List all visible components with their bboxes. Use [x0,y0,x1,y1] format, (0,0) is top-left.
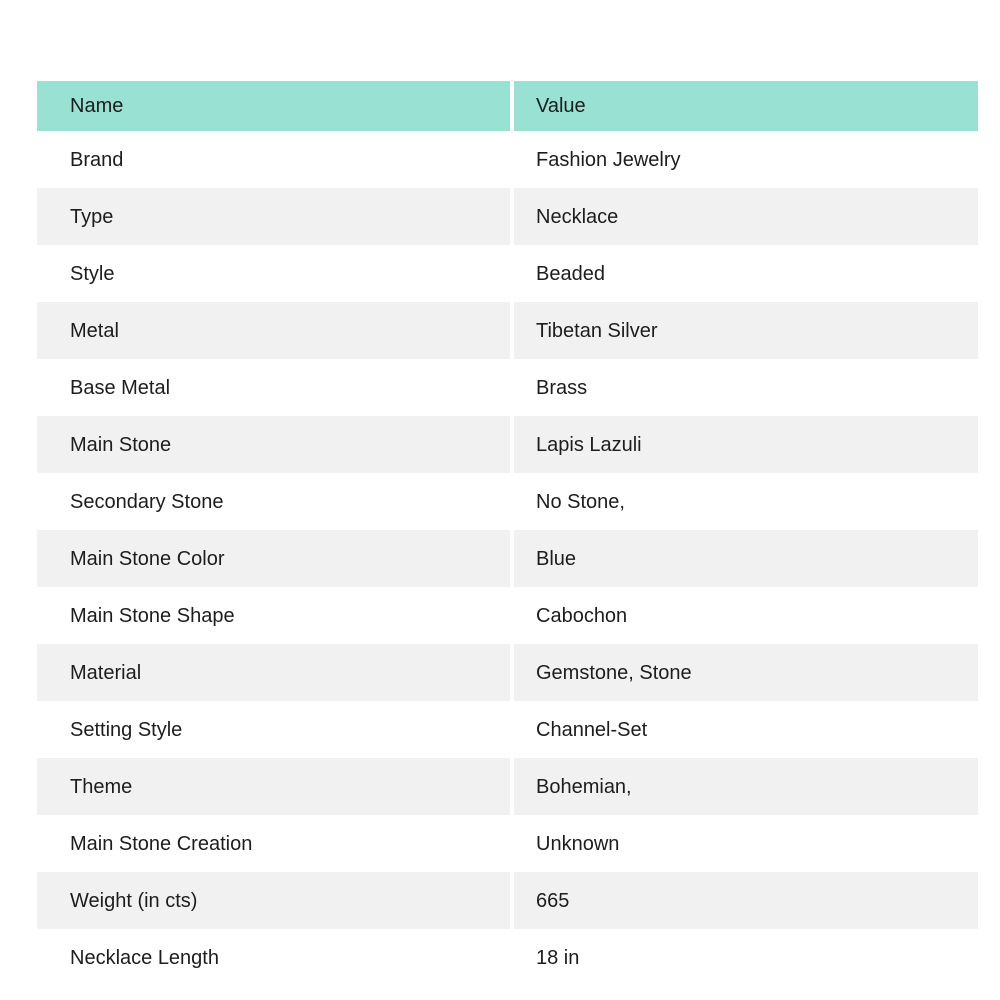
table-header-row [37,81,978,131]
table-row [37,416,978,473]
table-row [37,245,978,302]
attribute-name-cell: Main Stone Creation [70,832,253,855]
attribute-value-cell: 665 [514,872,978,929]
table-row [37,872,978,929]
attribute-name-cell: Brand [70,148,124,171]
attribute-value-cell: No Stone, [536,490,625,513]
table-row [37,644,978,701]
attribute-value-cell: Lapis Lazuli [514,416,978,473]
table-row [37,359,978,416]
attribute-name-cell: Setting Style [70,718,183,741]
attribute-name-cell: Weight (in cts) [37,872,510,929]
attribute-value-cell: Blue [514,530,978,587]
attribute-name-cell: Secondary Stone [70,490,224,513]
column-header-name: Name [37,81,510,131]
table-body [37,131,978,986]
attribute-value-cell: Fashion Jewelry [536,148,681,171]
table-row [37,131,978,188]
attribute-value-cell: Brass [536,376,588,399]
attribute-name-cell: Main Stone [37,416,510,473]
attribute-value-cell: Necklace [514,188,978,245]
table-row [37,701,978,758]
product-attributes-table [37,81,978,986]
column-header-value: Value [514,81,978,131]
attribute-name-cell: Main Stone Color [37,530,510,587]
attribute-name-cell: Metal [37,302,510,359]
attribute-value-cell: Tibetan Silver [514,302,978,359]
attribute-name-cell: Style [70,262,115,285]
attribute-name-cell: Main Stone Shape [70,604,235,627]
table-row [37,473,978,530]
attribute-value-cell: Channel-Set [536,718,648,741]
attribute-name-cell: Material [37,644,510,701]
attribute-value-cell: Cabochon [536,604,628,627]
attribute-value-cell: Gemstone, Stone [514,644,978,701]
table-row [37,302,978,359]
attribute-name-cell: Theme [37,758,510,815]
table-row [37,929,978,986]
table-row [37,188,978,245]
attribute-value-cell: 18 in [536,946,580,969]
table-row [37,815,978,872]
attribute-value-cell: Unknown [536,832,620,855]
table-row [37,758,978,815]
attribute-name-cell: Necklace Length [70,946,219,969]
table-row [37,587,978,644]
attribute-value-cell: Beaded [536,262,605,285]
attribute-name-cell: Base Metal [70,376,171,399]
table-row [37,530,978,587]
attribute-value-cell: Bohemian, [514,758,978,815]
attribute-name-cell: Type [37,188,510,245]
